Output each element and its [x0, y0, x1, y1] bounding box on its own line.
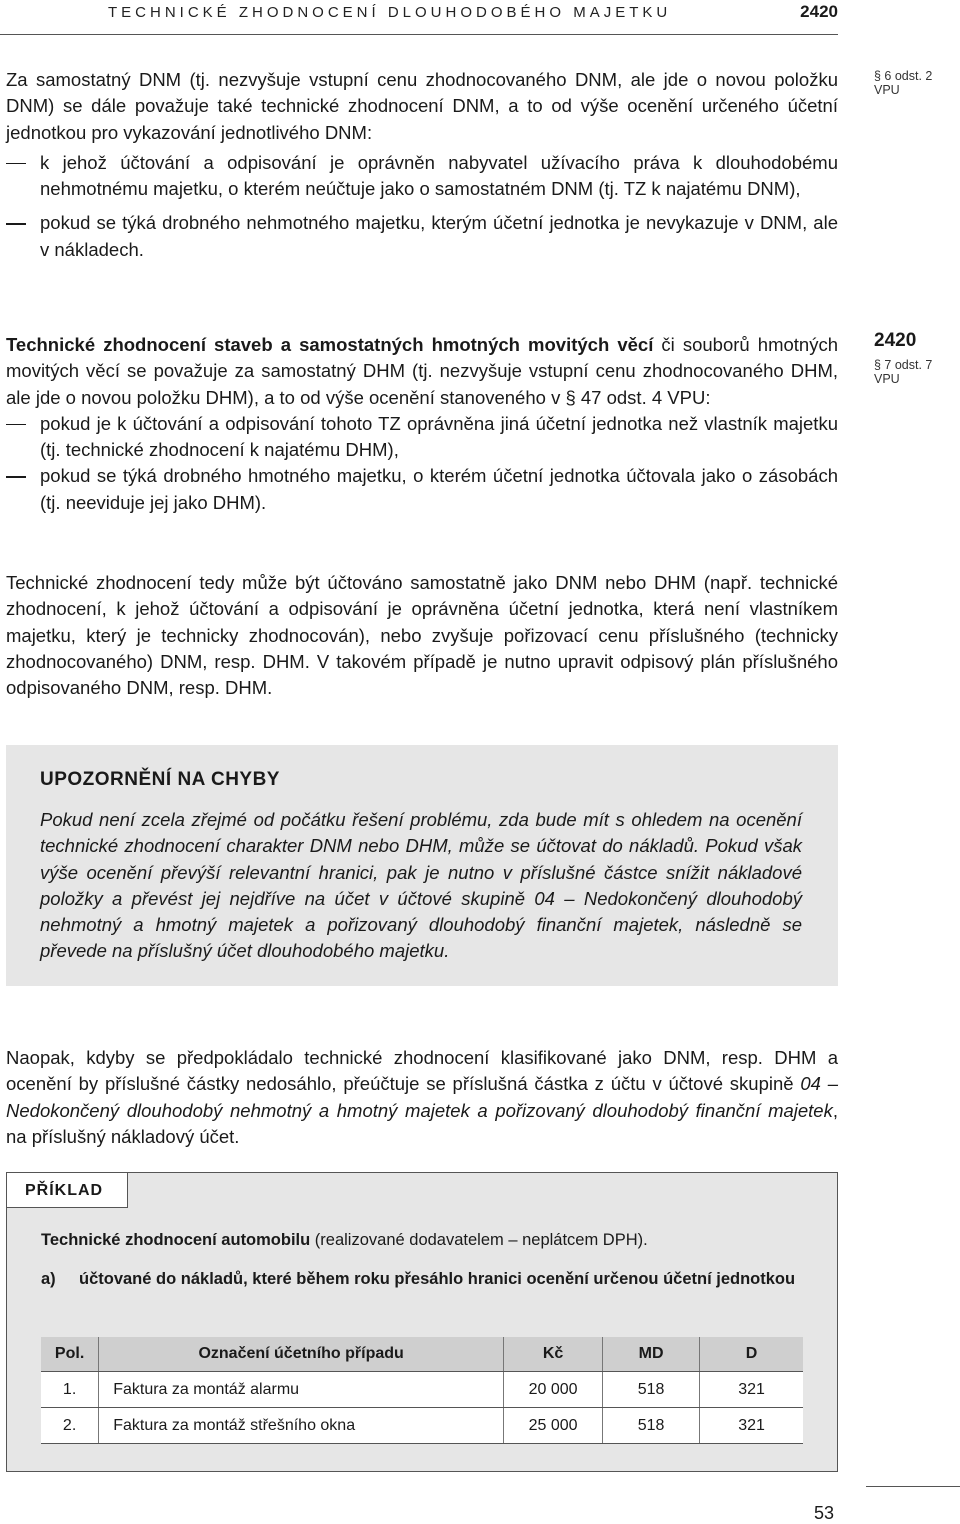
example-item-label: a) [41, 1270, 56, 1288]
cell-amount: 25 000 [504, 1408, 603, 1444]
paragraph-reclass [6, 1045, 838, 1150]
cell-d: 321 [700, 1372, 803, 1408]
paragraph-summary-text: Technické zhodnocení tedy může být účtováno samostatně jako DNM nebo DHM (např. technické zhodnocení, k jehož účtování a odpisování je oprávněna účetní jednotka, která není vlastníkem majetku, který je technicky zhodnocován), nebo zvyšuje pořizovací cenu příslušného (technicky zhodnocovaného) DNM, resp. DHM. V takovém případě je nutno upravit odpisový plán příslušného odpisovaného DNM, resp. DHM. [6, 572, 838, 699]
bullet-list-dhm [6, 411, 838, 516]
header-rule [0, 34, 838, 35]
paragraph-summary [6, 570, 838, 701]
col-header-d: D [700, 1337, 803, 1372]
example-title [41, 1227, 821, 1253]
paragraph-reclass-b: , na příslušný nákladový účet. [6, 1099, 838, 1147]
example-item-text: účtované do nákladů, které během roku přesáhlo hranici ocenění určenou účetní jednotkou [79, 1270, 796, 1288]
col-header-amount: Kč [504, 1337, 603, 1372]
bullet-list-dnm [6, 150, 838, 263]
cell-md: 518 [603, 1372, 700, 1408]
cell-md: 518 [603, 1408, 700, 1444]
cell-pol: 2. [41, 1408, 99, 1444]
list-item: pokud se týká drobného nehmotného majetku, kterým účetní jednotka je nevykazuje v DNM, ale v nákladech. [6, 210, 838, 263]
margin-reference-vpu-6: § 6 odst. 2 VPU [874, 69, 933, 97]
table-row [41, 1408, 803, 1444]
accounting-table [41, 1337, 803, 1444]
paragraph-dnm-text: Za samostatný DNM (tj. nezvyšuje vstupní cenu zhodnocovaného DNM, ale jde o novou položku DNM) se dále považuje také technické zhodnocení DNM, a to od výše ocenění určeného účetní jednotkou pro vykazování jednotlivého DNM: [6, 69, 838, 143]
page-header [0, 0, 960, 36]
warning-title: UPOZORNĚNÍ NA CHYBY [40, 769, 280, 790]
col-header-pol: Pol. [41, 1337, 99, 1372]
example-tag [6, 1172, 128, 1208]
paragraph-dhm-text [6, 332, 838, 411]
table-row [41, 1372, 803, 1408]
example-title-rest: (realizované dodavatelem – neplátcem DPH). [310, 1231, 648, 1249]
cell-description: Faktura za montáž alarmu [99, 1372, 504, 1408]
paragraph-dnm [6, 67, 838, 263]
cell-amount: 20 000 [504, 1372, 603, 1408]
paragraph-reclass-italic: 04 – Nedokončený dlouhodobý nehmotný a hmotný majetek a pořizovaný dlouhodobý finanční majetek [6, 1073, 838, 1121]
paragraph-dhm [6, 332, 838, 516]
header-title: TECHNICKÉ ZHODNOCENÍ DLOUHODOBÉHO MAJETKU [108, 4, 672, 21]
example-title-bold: Technické zhodnocení automobilu [41, 1231, 311, 1249]
list-item: pokud se týká drobného hmotného majetku, o kterém účetní jednotka účtovala jako o zásobách (tj. neeviduje jej jako DHM). [6, 463, 838, 516]
paragraph-dhm-bold: Technické zhodnocení staveb a samostatných hmotných movitých věcí [6, 334, 654, 355]
page-number: 53 [814, 1503, 835, 1523]
cell-d: 321 [700, 1408, 803, 1444]
table-header-row [41, 1337, 803, 1372]
col-header-md: MD [603, 1337, 700, 1372]
paragraph-dhm-rest: či souborů hmotných movitých věcí se považuje za samostatný DHM (tj. nezvyšuje vstupní cenu zhodnocovaného DHM, ale jde o novou položku DHM), a to od výše ocenění stanoveného v § 47 odst. 4 VPU: [6, 334, 838, 408]
list-item: pokud je k účtování a odpisování tohoto TZ oprávněna jiná účetní jednotka než vlastník majetku (tj. technické zhodnocení k najatému DHM), [6, 411, 838, 464]
warning-box [6, 745, 838, 986]
footer-rule [866, 1486, 960, 1487]
paragraph-reclass-a: Naopak, kdyby se předpokládalo technické zhodnocení klasifikované jako DNM, resp. DHM a ocenění by příslušné částky nedosáhlo, přeúčtuje se příslušná částka z účtu v účtové skupině [6, 1047, 838, 1095]
list-item: k jehož účtování a odpisování je oprávněn nabyvatel užívacího práva k dlouhodobému nehmotnému majetku, o kterém neúčtuje jako o samostatném DNM (tj. TZ k najatému DNM), [6, 150, 838, 203]
example-box [6, 1172, 838, 1472]
example-tag-label: PŘÍKLAD [25, 1182, 104, 1199]
cell-description: Faktura za montáž střešního okna [99, 1408, 504, 1444]
margin-reference-vpu-7: § 7 odst. 7 VPU [874, 358, 933, 386]
warning-body: Pokud není zcela zřejmé od počátku řešení problému, zda bude mít s ohledem na ocenění technické zhodnocení charakter DNM nebo DHM, může se účtovat do nákladů. Pokud však výše ocenění převýší relevantní hranici, pak je nutno v příslušné částce snížit nákladové položky a převést jej nejdříve na účet v účtové skupině 04 – Nedokončený dlouhodobý nehmotný a hmotný majetek a pořizovaný dlouhodobý finanční majetek, následně se převede na příslušný účet dlouhodobého majetku. [40, 809, 802, 962]
col-header-description: Označení účetního případu [99, 1337, 504, 1372]
margin-section-number: 2420 [874, 330, 917, 351]
header-section-number: 2420 [800, 2, 838, 21]
cell-pol: 1. [41, 1372, 99, 1408]
paragraph-reclass-text [6, 1045, 838, 1150]
